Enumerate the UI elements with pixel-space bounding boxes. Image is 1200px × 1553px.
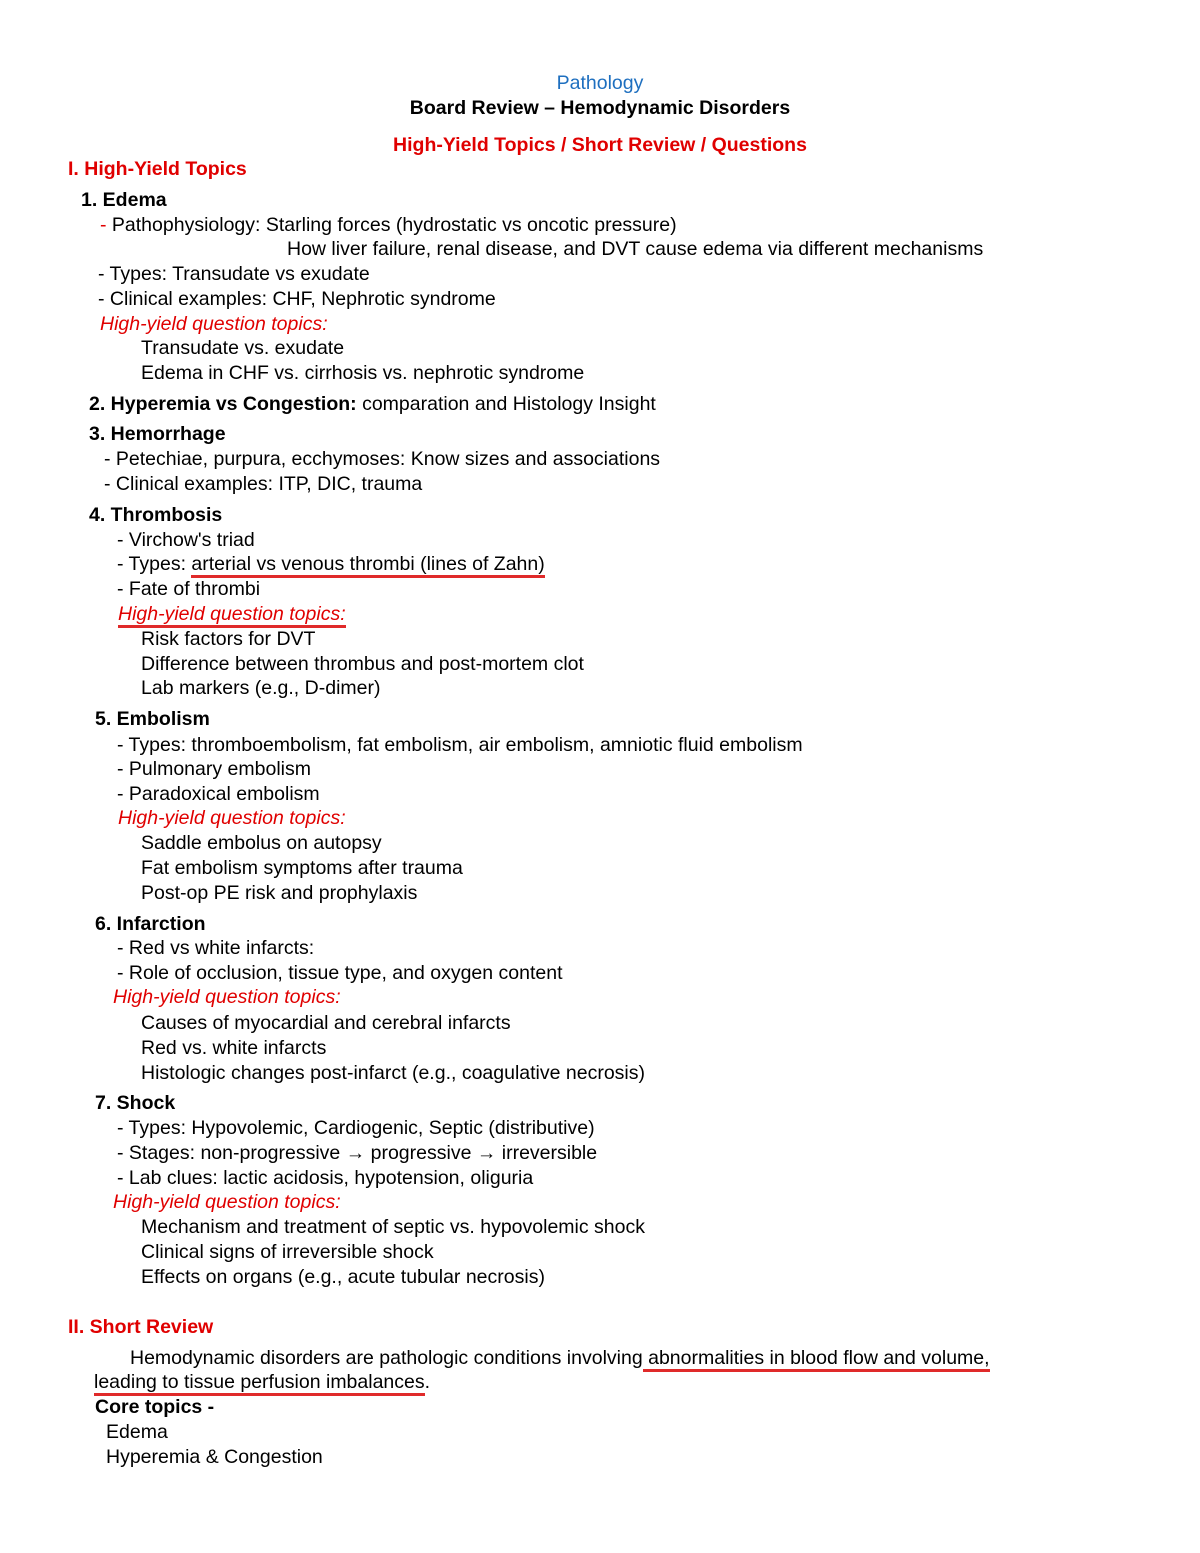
thrombosis-q1: Risk factors for DVT bbox=[141, 628, 316, 650]
section-heading-short-review: II. Short Review bbox=[68, 1316, 214, 1338]
edema-pathophysiology bbox=[100, 213, 677, 237]
section-heading-high-yield: I. High-Yield Topics bbox=[68, 158, 247, 180]
thrombosis-q3: Lab markers (e.g., D-dimer) bbox=[141, 677, 381, 699]
core-topic-item: Edema bbox=[106, 1421, 168, 1443]
embolism-q2: Fat embolism symptoms after trauma bbox=[141, 857, 463, 879]
shock-q2: Clinical signs of irreversible shock bbox=[141, 1241, 434, 1263]
topic-heading-edema: 1. Edema bbox=[81, 189, 167, 211]
topic-heading-infarction: 6. Infarction bbox=[95, 913, 206, 935]
page-title: Board Review – Hemodynamic Disorders bbox=[409, 97, 791, 119]
embolism-b2: - Pulmonary embolism bbox=[117, 758, 311, 780]
edema-patho-text: Pathophysiology: Starling forces (hydrostatic vs oncotic pressure) bbox=[106, 214, 677, 236]
shock-q3: Effects on organs (e.g., acute tubular necrosis) bbox=[141, 1266, 545, 1288]
shock-b2: - Stages: non-progressive → progressive → irreversible bbox=[117, 1142, 598, 1164]
topic-heading-embolism: 5. Embolism bbox=[95, 708, 210, 730]
embolism-b1: - Types: thromboembolism, fat embolism, air embolism, amniotic fluid embolism bbox=[117, 734, 803, 756]
shock-q1: Mechanism and treatment of septic vs. hypovolemic shock bbox=[141, 1216, 645, 1238]
short-review-para-line1 bbox=[130, 1346, 990, 1370]
hemorrhage-b1: - Petechiae, purpura, ecchymoses: Know sizes and associations bbox=[104, 448, 661, 470]
thrombosis-b2-prefix: - Types: bbox=[117, 553, 192, 575]
edema-q2: Edema in CHF vs. cirrhosis vs. nephrotic syndrome bbox=[141, 362, 585, 384]
hy-label-shock: High-yield question topics: bbox=[113, 1191, 341, 1213]
para-text: Hemodynamic disorders are pathologic conditions involving bbox=[130, 1347, 643, 1369]
infarction-q2: Red vs. white infarcts bbox=[141, 1037, 327, 1059]
embolism-q3: Post-op PE risk and prophylaxis bbox=[141, 882, 418, 904]
para-underlined-2: leading to tissue perfusion imbalances bbox=[94, 1371, 425, 1396]
thrombosis-b2 bbox=[117, 552, 545, 576]
infarction-q1: Causes of myocardial and cerebral infarcts bbox=[141, 1012, 511, 1034]
core-topics-label: Core topics - bbox=[95, 1396, 215, 1418]
hemorrhage-b2: - Clinical examples: ITP, DIC, trauma bbox=[104, 473, 423, 495]
hy-label-thrombosis bbox=[118, 602, 346, 626]
topic-heading-hyperemia: 2. Hyperemia vs Congestion: bbox=[89, 393, 357, 415]
thrombosis-b2-underlined: arterial vs venous thrombi (lines of Zahn) bbox=[191, 553, 544, 578]
shock-b3: - Lab clues: lactic acidosis, hypotension, oliguria bbox=[117, 1167, 534, 1189]
edema-clinical: - Clinical examples: CHF, Nephrotic syndrome bbox=[98, 288, 496, 310]
topic-heading-thrombosis: 4. Thrombosis bbox=[89, 504, 223, 526]
infarction-b1: - Red vs white infarcts: bbox=[117, 937, 315, 959]
topic-heading-hemorrhage: 3. Hemorrhage bbox=[89, 423, 226, 445]
embolism-q1: Saddle embolus on autopsy bbox=[141, 832, 382, 854]
thrombosis-b3: - Fate of thrombi bbox=[117, 578, 261, 600]
edema-pathophysiology-cont: How liver failure, renal disease, and DVT cause edema via different mechanisms bbox=[287, 238, 984, 260]
infarction-q3: Histologic changes post-infarct (e.g., coagulative necrosis) bbox=[141, 1062, 645, 1084]
para-underlined-1: abnormalities in blood flow and volume, bbox=[643, 1347, 990, 1372]
para-end: . bbox=[424, 1371, 431, 1393]
edema-types: - Types: Transudate vs exudate bbox=[98, 263, 370, 285]
edema-q1: Transudate vs. exudate bbox=[141, 337, 345, 359]
topic-heading-shock: 7. Shock bbox=[95, 1092, 176, 1114]
subject-title: Pathology bbox=[556, 72, 644, 94]
thrombosis-q2: Difference between thrombus and post-mortem clot bbox=[141, 653, 584, 675]
thrombosis-b1: - Virchow's triad bbox=[117, 529, 255, 551]
embolism-b3: - Paradoxical embolism bbox=[117, 783, 320, 805]
shock-b1: - Types: Hypovolemic, Cardiogenic, Septic (distributive) bbox=[117, 1117, 595, 1139]
hyperemia-desc: comparation and Histology Insight bbox=[356, 393, 656, 415]
red-dash: - bbox=[100, 214, 107, 236]
page-subtitle: High-Yield Topics / Short Review / Questions bbox=[393, 134, 807, 156]
core-topic-item: Hyperemia & Congestion bbox=[106, 1446, 323, 1468]
hy-label-thrombosis-underlined: High-yield question topics: bbox=[118, 603, 346, 628]
short-review-para-line2 bbox=[94, 1370, 430, 1394]
topic-hyperemia bbox=[89, 392, 656, 416]
hy-label-infarction: High-yield question topics: bbox=[113, 986, 341, 1008]
hy-label-edema: High-yield question topics: bbox=[100, 313, 328, 335]
infarction-b2: - Role of occlusion, tissue type, and oxygen content bbox=[117, 962, 563, 984]
hy-label-embolism: High-yield question topics: bbox=[118, 807, 346, 829]
